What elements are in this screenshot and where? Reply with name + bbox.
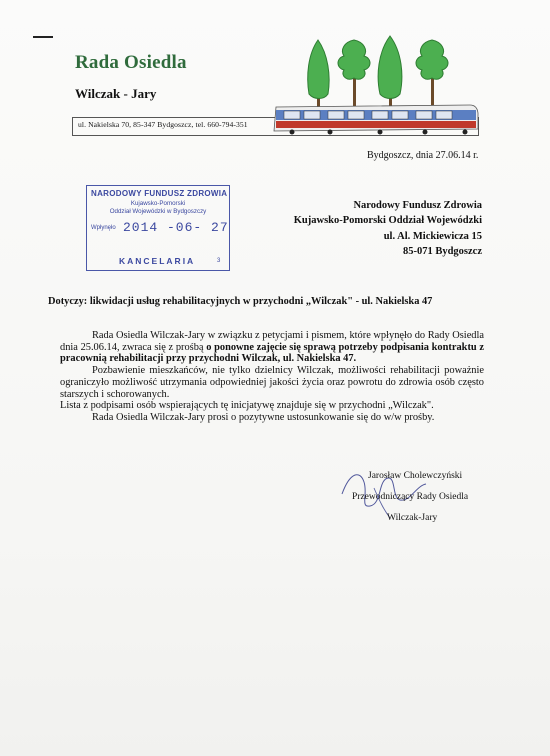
stamp-received-label: Wpłynęło	[91, 225, 116, 231]
tree-icon	[338, 40, 370, 110]
paragraph-1-text: Rada Osiedla Wilczak-Jary w związku z petycjami i pismem, które wpłynęło do Rady Osiedla dnia 25.06.14, zwraca się z prośbą	[60, 330, 484, 353]
stamp-received-date: 2014 -06- 27	[123, 220, 229, 235]
org-name: Rada Osiedla	[75, 52, 187, 73]
subject-line: Dotyczy: likwidacji usług rehabilitacyjnych w przychodni „Wilczak" - ul. Nakielska 47	[48, 296, 433, 307]
date-line: Bydgoszcz, dnia 27.06.14 r.	[367, 150, 479, 161]
signatory-name: Jarosław Cholewczyński	[368, 471, 463, 481]
stamp-office: KANCELARIA	[119, 256, 196, 266]
received-stamp	[86, 185, 230, 271]
tree-icon	[308, 40, 329, 110]
tree-icon	[378, 36, 402, 110]
tram-icon	[270, 101, 480, 137]
stamp-line-2: Kujawsko-Pomorski	[130, 200, 186, 207]
signatory-title: Przewodniczący Rady Osiedla	[352, 492, 469, 502]
signatory-place: Wilczak-Jary	[387, 513, 438, 523]
signature-block	[352, 466, 468, 529]
stamp-line-1: NARODOWY FUNDUSZ ZDROWIA	[91, 189, 228, 198]
paragraph-1-emphasis: o ponowne zajęcie się sprawą potrzeby podpisania kontraktu z pracownią rehabilitacji przy przychodni Wilczak, ul. Nakielska 47.	[60, 341, 484, 365]
stamp-line-3: Oddział Wojewódzki w Bydgoszczy	[109, 208, 207, 215]
paragraph-3: Lista z podpisami osób wspierających tę inicjatywę znajduje się w przychodni „Wilczak".	[60, 400, 434, 412]
paragraph-4: Rada Osiedla Wilczak-Jary prosi o pozytywne ustosunkowanie się do w/w prośby.	[92, 411, 435, 423]
recipient-line: Narodowy Fundusz Zdrowia	[353, 200, 482, 211]
letter-body	[60, 330, 484, 424]
org-subtitle: Wilczak - Jary	[75, 86, 157, 101]
tree-icon	[416, 40, 448, 110]
address-line: ul. Nakielska 70, 85-347 Bydgoszcz, tel. 660-794-351	[78, 120, 248, 129]
recipient-line: 85-071 Bydgoszcz	[402, 245, 482, 257]
recipient-line: Kujawsko-Pomorski Oddział Wojewódzki	[293, 215, 482, 227]
paragraph-2: Pozbawienie mieszkańców, nie tylko dzielnicy Wilczak, możliwości rehabilitacji poważnie ograniczyło możliwość utrzymania odpowiedniej jakości życia oraz powrotu do zdrowia osób często starszych i schorowanych.	[60, 365, 484, 400]
paragraph-1	[60, 330, 484, 365]
top-mark	[33, 36, 53, 38]
recipient-line: ul. Al. Mickiewicza 15	[383, 230, 482, 242]
recipient-address	[294, 198, 482, 259]
stamp-number: 3	[217, 258, 221, 264]
